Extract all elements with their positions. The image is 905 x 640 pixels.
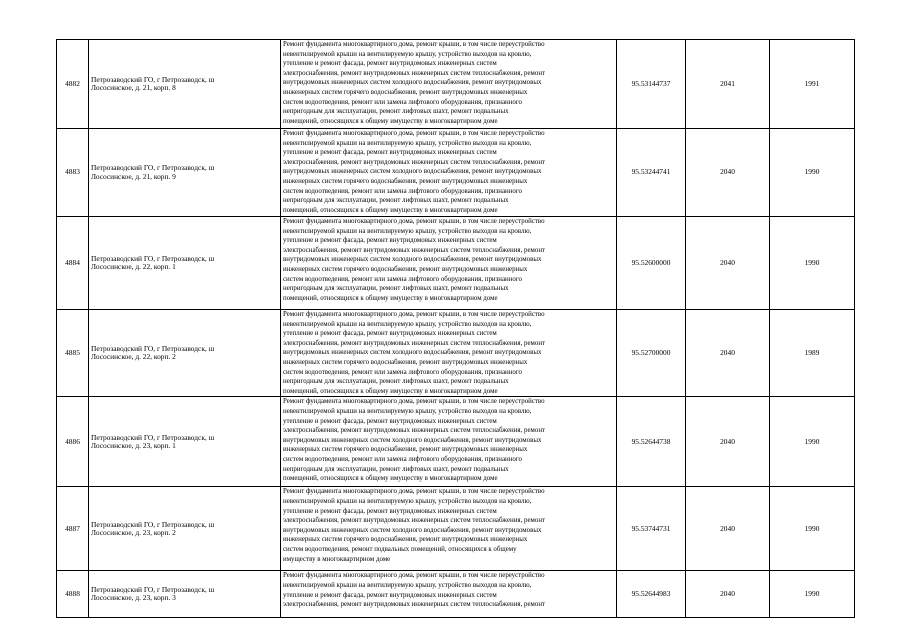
works-line: утепление и ремонт фасада, ремонт внутридомовых инженерных систем xyxy=(283,330,497,338)
built-year-cell: 1990 xyxy=(770,571,855,618)
works-line: помещений, относящихся к общему имуществу в многоквартирном доме xyxy=(283,117,498,125)
works-line: электроснабжения, ремонт внутридомовых инженерных систем теплоснабжения, ремонт xyxy=(283,601,546,609)
works-line: непригодным для эксплуатации, ремонт лифтовых шахт, ремонт подвальных xyxy=(283,465,509,473)
address-cell xyxy=(89,487,281,571)
works-line: непригодным для эксплуатации, ремонт лифтовых шахт, ремонт подвальных xyxy=(283,285,509,293)
works-line: инженерных систем горячего водоснабжения, ремонт внутридомовых инженерных xyxy=(283,88,528,96)
works-line: непригодным для эксплуатации, ремонт лифтовых шахт, ремонт подвальных xyxy=(283,197,509,205)
address-cell xyxy=(89,217,281,310)
area-cell: 95.53744731 xyxy=(617,487,686,571)
built-year-cell: 1990 xyxy=(770,487,855,571)
address-line: Лососинское, д. 21, корп. 8 xyxy=(91,83,176,92)
works-line: имуществу в многоквартирном доме xyxy=(283,555,391,563)
works-line: утепление и ремонт фасада, ремонт внутридомовых инженерных систем xyxy=(283,60,497,68)
works-line: помещений, относящихся к общему имуществу в многоквартирном доме xyxy=(283,475,498,483)
planned-year-cell: 2040 xyxy=(686,310,770,397)
planned-year-cell: 2040 xyxy=(686,397,770,487)
address-cell xyxy=(89,571,281,618)
works-cell xyxy=(281,571,617,618)
address-cell xyxy=(89,397,281,487)
area-cell: 95.52644983 xyxy=(617,571,686,618)
row-number: 4884 xyxy=(57,217,89,310)
works-line: систем водоотведения, ремонт или замена лифтового оборудования, признанного xyxy=(283,455,522,463)
table-row xyxy=(57,40,855,129)
works-line: невентилируемой крыши на вентилируемую крышу, устройство выходов на кровлю, xyxy=(283,227,532,235)
works-line: помещений, относящихся к общему имуществу в многоквартирном доме xyxy=(283,387,498,395)
works-line: Ремонт фундамента многоквартирного дома, ремонт крыши, в том числе переустройство xyxy=(283,488,545,496)
area-cell: 95.52644738 xyxy=(617,397,686,487)
address-cell xyxy=(89,310,281,397)
works-line: невентилируемой крыши на вентилируемую крышу, устройство выходов на кровлю, xyxy=(283,407,532,415)
works-line: помещений, относящихся к общему имуществу в многоквартирном доме xyxy=(283,206,498,214)
works-line: невентилируемой крыши на вентилируемую крышу, устройство выходов на кровлю, xyxy=(283,139,532,147)
area-cell: 95.53144737 xyxy=(617,40,686,129)
address-cell xyxy=(89,129,281,217)
works-line: Ремонт фундамента многоквартирного дома, ремонт крыши, в том числе переустройство xyxy=(283,572,545,580)
document-page xyxy=(56,39,854,618)
works-line: инженерных систем горячего водоснабжения, ремонт внутридомовых инженерных xyxy=(283,446,528,454)
works-line: непригодным для эксплуатации, ремонт лифтовых шахт, ремонт подвальных xyxy=(283,108,509,116)
works-line: инженерных систем горячего водоснабжения, ремонт внутридомовых инженерных xyxy=(283,536,528,544)
planned-year-cell: 2040 xyxy=(686,129,770,217)
works-line: инженерных систем горячего водоснабжения, ремонт внутридомовых инженерных xyxy=(283,177,528,185)
address-line: Петрозаводский ГО, г Петрозаводск, ш xyxy=(91,432,215,442)
works-line: электроснабжения, ремонт внутридомовых инженерных систем теплоснабжения, ремонт xyxy=(283,69,546,77)
works-cell xyxy=(281,397,617,487)
address-cell xyxy=(89,40,281,129)
address-line: Петрозаводский ГО, г Петрозаводск, ш xyxy=(91,519,215,529)
built-year-cell: 1990 xyxy=(770,397,855,487)
table-body xyxy=(57,40,855,618)
built-year-cell: 1989 xyxy=(770,310,855,397)
area-cell: 95.52700000 xyxy=(617,310,686,397)
works-line: систем водоотведения, ремонт или замена лифтового оборудования, признанного xyxy=(283,275,522,283)
works-line: невентилируемой крыши на вентилируемую крышу, устройство выходов на кровлю, xyxy=(283,320,532,328)
works-cell xyxy=(281,40,617,129)
works-line: Ремонт фундамента многоквартирного дома, ремонт крыши, в том числе переустройство xyxy=(283,130,545,137)
address-line: Петрозаводский ГО, г Петрозаводск, ш xyxy=(91,74,215,84)
planned-year-cell: 2040 xyxy=(686,571,770,618)
works-line: Ремонт фундамента многоквартирного дома, ремонт крыши, в том числе переустройство xyxy=(283,311,545,318)
works-line: Ремонт фундамента многоквартирного дома, ремонт крыши, в том числе переустройство xyxy=(283,398,545,406)
address-line: Лососинское, д. 22, корп. 1 xyxy=(91,262,176,271)
works-line: внутридомовых инженерных систем холодного водоснабжения, ремонт внутридомовых xyxy=(283,436,542,444)
works-line: внутридомовых инженерных систем холодного водоснабжения, ремонт внутридомовых xyxy=(283,349,542,357)
works-line: электроснабжения, ремонт внутридомовых инженерных систем теплоснабжения, ремонт xyxy=(283,339,546,347)
works-line: утепление и ремонт фасада, ремонт внутридомовых инженерных систем xyxy=(283,149,497,157)
address-line: Лососинское, д. 23, корп. 1 xyxy=(91,440,176,450)
works-line: электроснабжения, ремонт внутридомовых инженерных систем теплоснабжения, ремонт xyxy=(283,158,546,166)
works-cell xyxy=(281,217,617,310)
works-line: Ремонт фундамента многоквартирного дома, ремонт крыши, в том числе переустройство xyxy=(283,41,545,48)
address-line: Лососинское, д. 23, корп. 3 xyxy=(91,593,176,603)
works-line: утепление и ремонт фасада, ремонт внутридомовых инженерных систем xyxy=(283,237,497,245)
address-line: Петрозаводский ГО, г Петрозаводск, ш xyxy=(91,585,215,595)
built-year-cell: 1991 xyxy=(770,40,855,129)
planned-year-cell: 2040 xyxy=(686,487,770,571)
works-line: утепление и ремонт фасада, ремонт внутридомовых инженерных систем xyxy=(283,507,497,515)
works-line: систем водоотведения, ремонт или замена лифтового оборудования, признанного xyxy=(283,98,522,106)
table-row xyxy=(57,310,855,397)
row-number: 4887 xyxy=(57,487,89,571)
built-year-cell: 1990 xyxy=(770,217,855,310)
works-cell xyxy=(281,129,617,217)
row-number: 4882 xyxy=(57,40,89,129)
area-cell: 95.52600000 xyxy=(617,217,686,310)
works-line: внутридомовых инженерных систем холодного водоснабжения, ремонт внутридомовых xyxy=(283,79,542,87)
area-cell: 95.53244741 xyxy=(617,129,686,217)
row-number: 4886 xyxy=(57,397,89,487)
works-cell xyxy=(281,310,617,397)
built-year-cell: 1990 xyxy=(770,129,855,217)
works-line: электроснабжения, ремонт внутридомовых инженерных систем теплоснабжения, ремонт xyxy=(283,246,546,254)
works-line: систем водоотведения, ремонт или замена лифтового оборудования, признанного xyxy=(283,187,522,195)
works-line: внутридомовых инженерных систем холодного водоснабжения, ремонт внутридомовых xyxy=(283,168,542,176)
planned-year-cell: 2041 xyxy=(686,40,770,129)
works-line: невентилируемой крыши на вентилируемую крышу, устройство выходов на кровлю, xyxy=(283,581,532,589)
address-line: Петрозаводский ГО, г Петрозаводск, ш xyxy=(91,163,215,173)
address-line: Лососинское, д. 23, корп. 2 xyxy=(91,527,176,537)
row-number: 4888 xyxy=(57,571,89,618)
table-row xyxy=(57,397,855,487)
works-line: невентилируемой крыши на вентилируемую крышу, устройство выходов на кровлю, xyxy=(283,497,532,505)
address-line: Лососинское, д. 22, корп. 2 xyxy=(91,352,176,362)
works-line: непригодным для эксплуатации, ремонт лифтовых шахт, ремонт подвальных xyxy=(283,378,509,386)
works-line: утепление и ремонт фасада, ремонт внутридомовых инженерных систем xyxy=(283,417,497,425)
address-line: Петрозаводский ГО, г Петрозаводск, ш xyxy=(91,344,215,354)
works-line: помещений, относящихся к общему имуществу в многоквартирном доме xyxy=(283,294,498,302)
row-number: 4883 xyxy=(57,129,89,217)
works-line: инженерных систем горячего водоснабжения, ремонт внутридомовых инженерных xyxy=(283,265,528,273)
works-line: внутридомовых инженерных систем холодного водоснабжения, ремонт внутридомовых xyxy=(283,526,542,534)
works-line: систем водоотведения, ремонт подвальных помещений, относящихся к общему xyxy=(283,545,517,553)
address-line: Лососинское, д. 21, корп. 9 xyxy=(91,171,176,181)
planned-year-cell: 2040 xyxy=(686,217,770,310)
table-row xyxy=(57,217,855,310)
works-line: инженерных систем горячего водоснабжения, ремонт внутридомовых инженерных xyxy=(283,358,528,366)
works-line: утепление и ремонт фасада, ремонт внутридомовых инженерных систем xyxy=(283,591,497,599)
capital-repair-table xyxy=(56,39,855,618)
works-line: электроснабжения, ремонт внутридомовых инженерных систем теплоснабжения, ремонт xyxy=(283,517,546,525)
table-row xyxy=(57,571,855,618)
table-row xyxy=(57,487,855,571)
works-line: систем водоотведения, ремонт или замена лифтового оборудования, признанного xyxy=(283,368,522,376)
works-line: электроснабжения, ремонт внутридомовых инженерных систем теплоснабжения, ремонт xyxy=(283,427,546,435)
row-number: 4885 xyxy=(57,310,89,397)
table-row xyxy=(57,129,855,217)
works-line: внутридомовых инженерных систем холодного водоснабжения, ремонт внутридомовых xyxy=(283,256,542,264)
address-line: Петрозаводский ГО, г Петрозаводск, ш xyxy=(91,253,215,263)
works-line: невентилируемой крыши на вентилируемую крышу, устройство выходов на кровлю, xyxy=(283,50,532,58)
works-cell xyxy=(281,487,617,571)
works-line: Ремонт фундамента многоквартирного дома, ремонт крыши, в том числе переустройство xyxy=(283,218,545,225)
